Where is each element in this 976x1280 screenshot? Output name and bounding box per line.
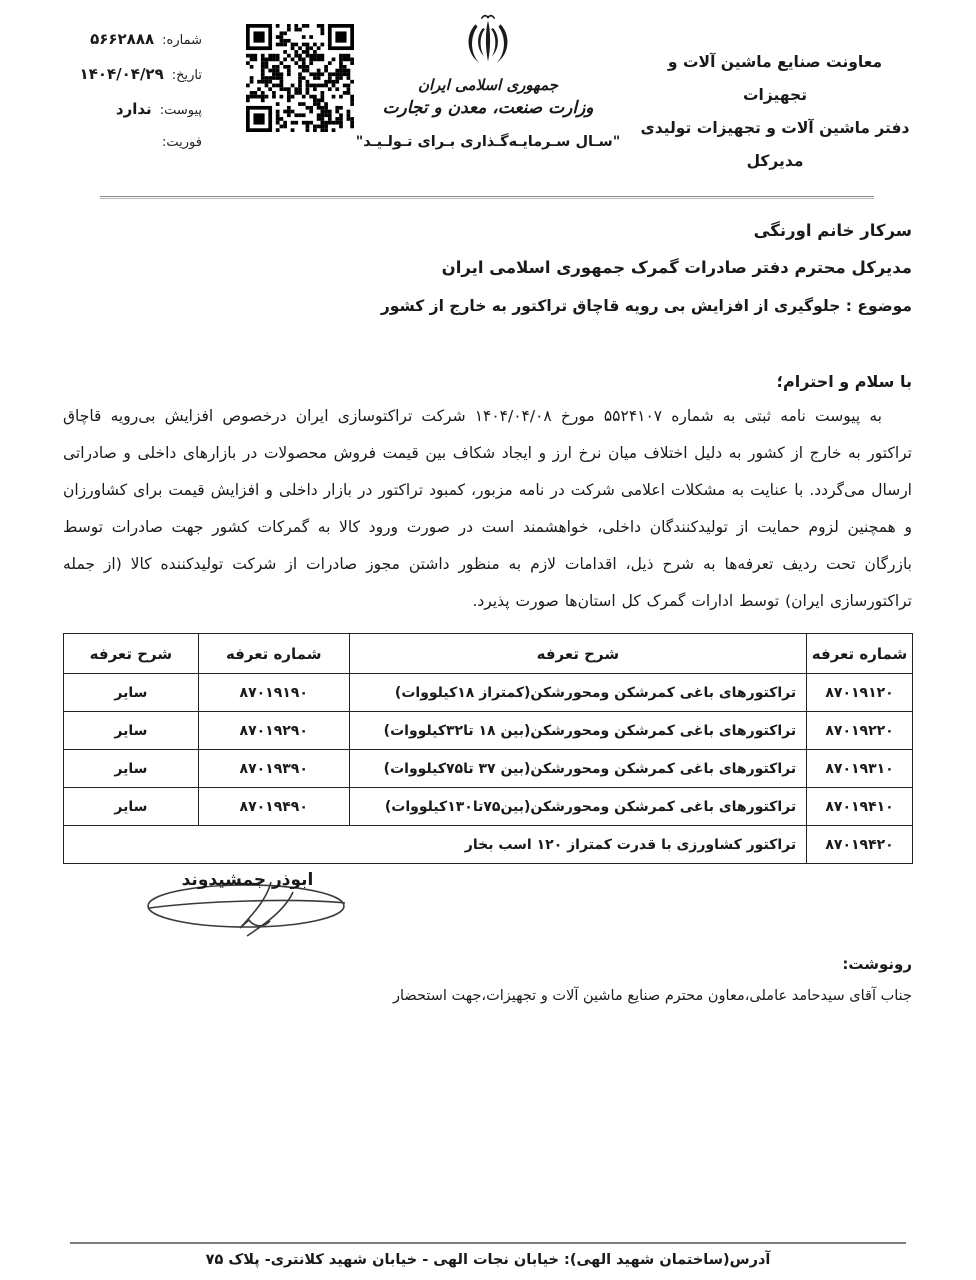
tariff-number-2: ۸۷۰۱۹۲۹۰ (198, 712, 349, 750)
number-value: ۵۶۶۲۸۸۸ (90, 30, 155, 48)
letterhead-center (318, 12, 658, 150)
table-row (64, 750, 913, 788)
attachment-label: پیوست: (159, 103, 202, 118)
tariff-number: ۸۷۰۱۹۱۲۰ (807, 674, 913, 712)
meta-attachment (50, 100, 202, 118)
tariff-other: سایر (64, 674, 199, 712)
table-row-merged (64, 826, 913, 864)
date-value: ۱۴۰۴/۰۴/۲۹ (79, 65, 164, 83)
date-label: تاریخ: (171, 68, 202, 83)
tariff-other: سایر (64, 750, 199, 788)
year-slogan: "سـال سـرمایـه‌گـذاری بـرای تـولـیـد" (355, 134, 621, 150)
tariff-number: ۸۷۰۱۹۳۱۰ (807, 750, 913, 788)
number-label: شماره: (162, 33, 202, 48)
org-block (636, 46, 914, 178)
recipient-block (64, 212, 912, 315)
country-title: جمهوری اسلامی ایران (417, 76, 559, 94)
cc-block (64, 955, 912, 1004)
table-row (64, 712, 913, 750)
tariff-desc: تراکتورهای باغی کمرشکن ومحورشکن(کمتراز ۱۸کیلووات) (349, 674, 806, 712)
tariff-table (63, 633, 913, 864)
iran-emblem-icon (457, 12, 519, 70)
tariff-desc: تراکتورهای باغی کمرشکن ومحورشکن(بین ۳۷ تا۷۵کیلووات) (349, 750, 806, 788)
tariff-other: سایر (64, 788, 199, 826)
attachment-value: ندارد (115, 100, 152, 118)
header-tariff-number-1: شماره تعرفه (807, 634, 913, 674)
table-row (64, 788, 913, 826)
signer-name: ابوذر جمشیدوند (181, 870, 314, 890)
table-row (64, 674, 913, 712)
cc-label: رونوشت: (842, 955, 912, 973)
ministry-title: وزارت صنعت، معدن و تجارت (382, 98, 594, 118)
footer-divider (70, 1242, 906, 1244)
subject-line: موضوع : جلوگیری از افزایش بی رویه قاچاق تراکتور به خارج از کشور (380, 297, 912, 315)
header-tariff-desc-1: شرح تعرفه (349, 634, 806, 674)
table-header-row (64, 634, 913, 674)
recipient-title: مدیرکل محترم دفتر صادرات گمرک جمهوری اسلامی ایران (441, 258, 912, 277)
meta-urgency (50, 135, 202, 150)
signature-block (140, 870, 355, 944)
org-line-2: دفتر ماشین آلات و تجهیزات تولیدی (640, 119, 910, 137)
salutation: با سلام و احترام؛ (776, 372, 912, 391)
tariff-other: سایر (64, 712, 199, 750)
tariff-desc: تراکتور کشاورزی با قدرت کمتراز ۱۲۰ اسب بخار (64, 826, 807, 864)
letter-meta (50, 30, 202, 167)
tariff-number-2: ۸۷۰۱۹۳۹۰ (198, 750, 349, 788)
letter-body (63, 372, 912, 620)
header-divider (100, 196, 874, 199)
tariff-number-2: ۸۷۰۱۹۱۹۰ (198, 674, 349, 712)
cc-recipient: جناب آقای سیدحامد عاملی،معاون محترم صنایع ماشین آلات و تجهیزات،جهت استحضار (393, 988, 912, 1004)
tariff-number-2: ۸۷۰۱۹۴۹۰ (198, 788, 349, 826)
urgency-label: فوریت: (162, 135, 202, 150)
footer-address: آدرس(ساختمان شهید الهی): خیابان نجات الهی - خیابان شهید کلانتری- پلاک ۷۵ (205, 1252, 771, 1268)
tariff-number: ۸۷۰۱۹۲۲۰ (807, 712, 913, 750)
tariff-desc: تراکتورهای باغی کمرشکن ومحورشکن(بین ۱۸ تا۳۲کیلووات) (349, 712, 806, 750)
recipient-name: سرکار خانم اورنگی (753, 221, 912, 240)
body-paragraph: به پیوست نامه ثبتی به شماره ۵۵۲۴۱۰۷ مورخ ۱۴۰۴/۰۴/۰۸ شرکت تراکتوسازی ایران درخصوص افزایش بی‌رویه قاچاق تراکتور به خارج از کشور به دلیل اختلاف میان نرخ ارز و ایجاد شکاف بین قیمت فروش محصولات در بازارهای داخلی و صادراتی ارسال می‌گردد. با عنایت به مشکلات اعلامی شرکت در نامه مزبور، کمبود تراکتور در بازار داخلی و افزایش قیمت برای کشاورزان و همچنین لزوم حمایت از تولیدکنندگان داخلی، خواهشمند است در صورت ورود کالا به گمرکات کشور جهت صادرات توسط بازرگان تحت ردیف تعرفه‌ها به شرح ذیل، اقدامات لازم به منظور داشتن مجوز صادرات از شرکت تولیدکننده کالا (از جمله تراکتورسازی ایران) توسط ادارات گمرک کل استان‌ها صورت پذیرد. (63, 407, 912, 610)
tariff-number: ۸۷۰۱۹۴۲۰ (807, 826, 913, 864)
header-tariff-desc-2: شرح تعرفه (64, 634, 199, 674)
meta-date (50, 65, 202, 83)
tariff-number: ۸۷۰۱۹۴۱۰ (807, 788, 913, 826)
org-line-3: مدیرکل (746, 152, 804, 170)
header-tariff-number-2: شماره تعرفه (198, 634, 349, 674)
org-line-1: معاونت صنایع ماشین آلات و تجهیزات (667, 53, 883, 104)
tariff-desc: تراکتورهای باغی کمرشکن ومحورشکن(بین۷۵تا۱۳۰کیلووات) (349, 788, 806, 826)
meta-number (50, 30, 202, 48)
